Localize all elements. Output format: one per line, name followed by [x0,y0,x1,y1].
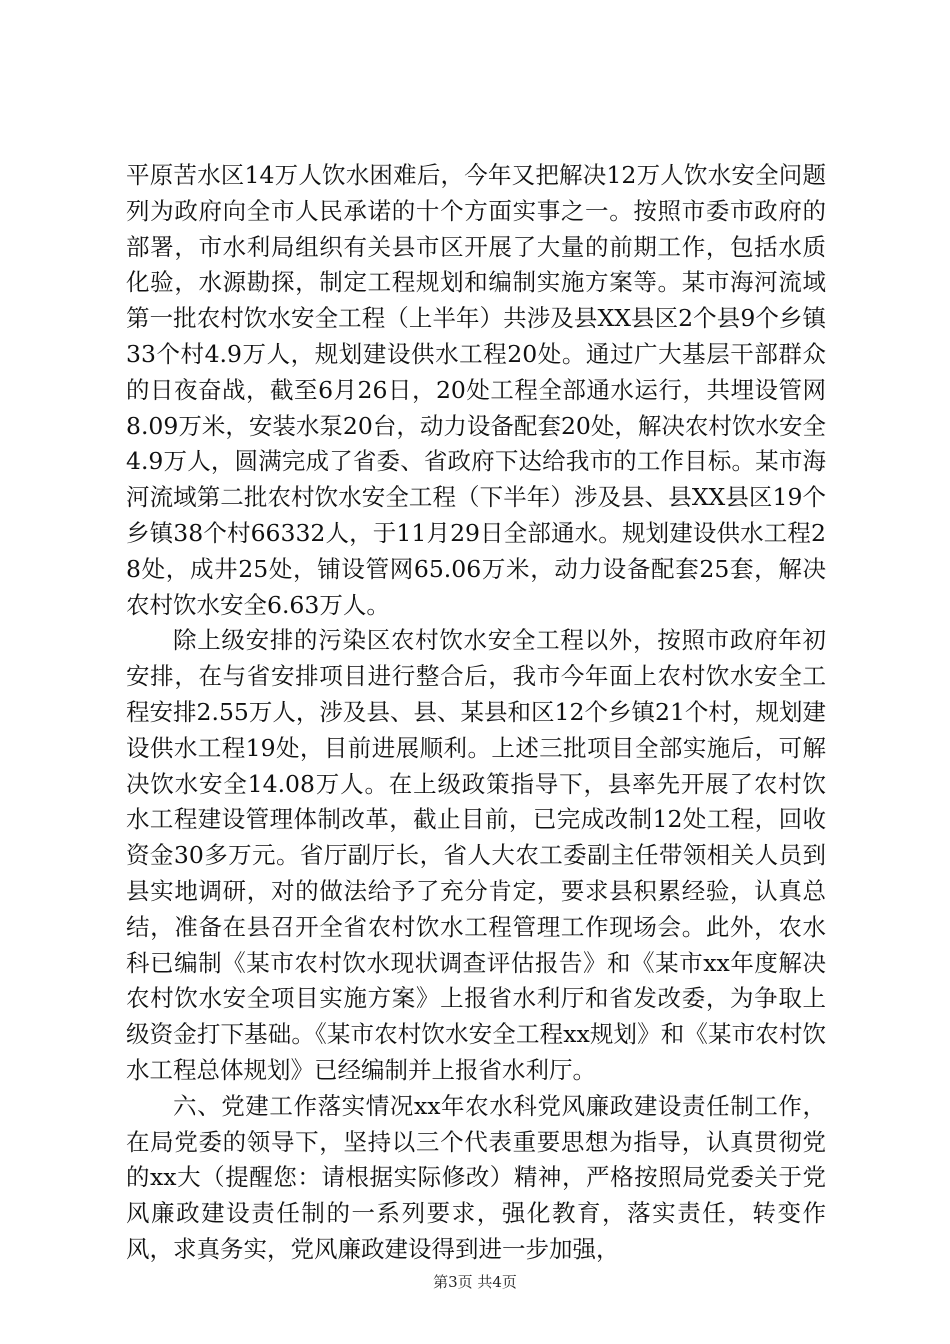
paragraph-3: 六、党建工作落实情况xx年农水科党风廉政建设责任制工作，在局党委的领导下，坚持以三个代表重要思想为指导，认真贯彻党的xx大（提醒您：请根据实际修改）精神，严格按照局党委关于党风廉政建设责任制的一系列要求，强化教育，落实责任，转变作风，求真务实，党风廉政建设得到进一步加强， [126,1091,826,1263]
paragraph-1: 平原苦水区14万人饮水困难后，今年又把解决12万人饮水安全问题列为政府向全市人民承诺的十个方面实事之一。按照市委市政府的部署，市水利局组织有关县市区开展了大量的前期工作，包括水质化验，水源勘探，制定工程规划和编制实施方案等。某市海河流域第一批农村饮水安全工程（上半年）共涉及县XX县区2个县9个乡镇33个村4.9万人，规划建设供水工程20处。通过广大基层干部群众的日夜奋战，截至6月26日，20处工程全部通水运行，共埋设管网8.09万米，安装水泵20台，动力设备配套20处，解决农村饮水安全4.9万人，圆满完成了省委、省政府下达给我市的工作目标。某市海河流域第二批农村饮水安全工程（下半年）涉及县、县XX县区19个乡镇38个村66332人，于11月29日全部通水。规划建设供水工程28处，成井25处，铺设管网65.06万米，动力设备配套25套，解决农村饮水安全6.63万人。 [126,161,826,619]
paragraph-2: 除上级安排的污染区农村饮水安全工程以外，按照市政府年初安排，在与省安排项目进行整合后，我市今年面上农村饮水安全工程安排2.55万人，涉及县、县、某县和区12个乡镇21个村，规划建设供水工程19处，目前进展顺利。上述三批项目全部实施后，可解决饮水安全14.08万人。在上级政策指导下，县率先开展了农村饮水工程建设管理体制改革，截止目前，已完成改制12处工程，回收资金30多万元。省厅副厅长，省人大农工委副主任带领相关人员到县实地调研，对的做法给予了充分肯定，要求县积累经验，认真总结，准备在县召开全省农村饮水工程管理工作现场会。此外，农水科已编制《某市农村饮水现状调查评估报告》和《某市xx年度解决农村饮水安全项目实施方案》上报省水利厅和省发改委，为争取上级资金打下基础。《某市农村饮水安全工程xx规划》和《某市农村饮水工程总体规划》已经编制并上报省水利厅。 [126,626,826,1084]
page-number-footer: 第3页 共4页 [433,1273,517,1291]
document-body [126,158,826,1268]
